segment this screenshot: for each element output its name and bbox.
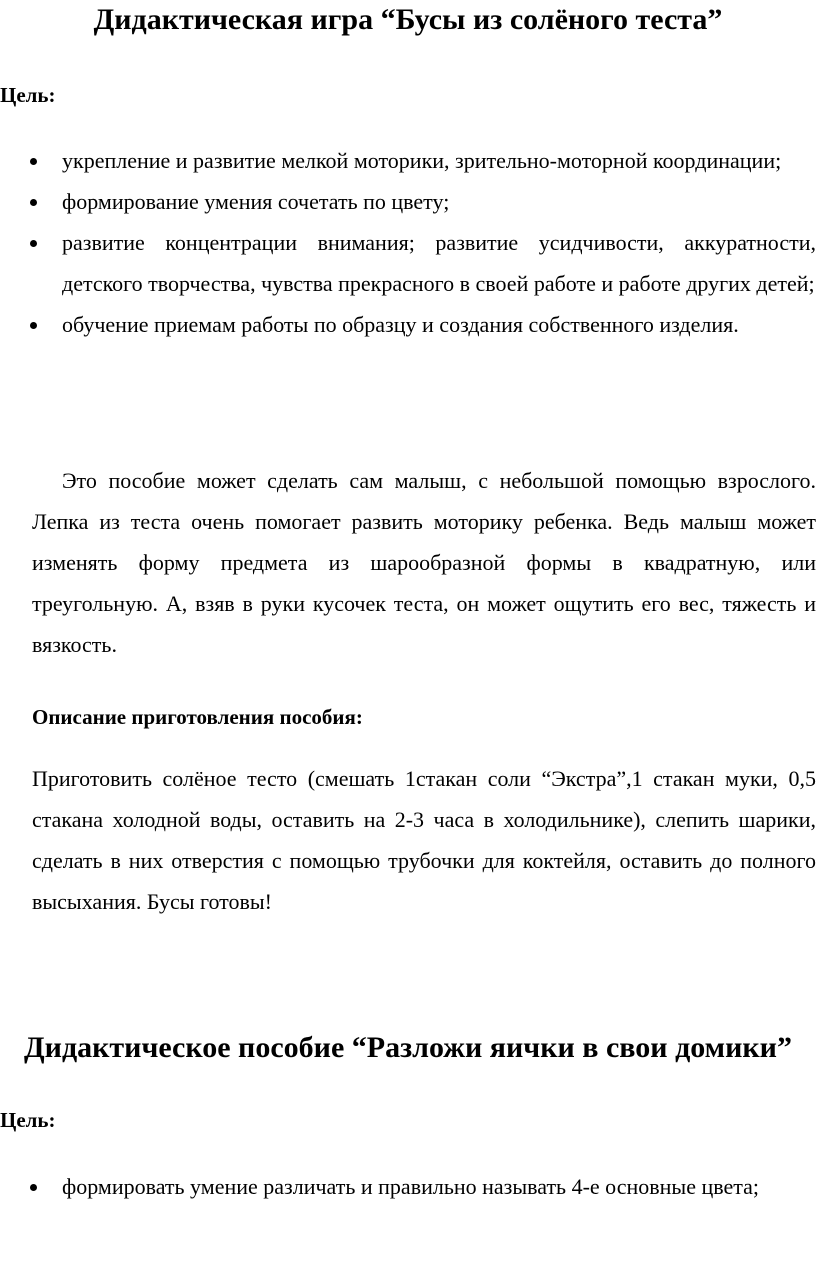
list-item-text: формировать умение различать и правильно называть 4-е основные цвета;	[62, 1174, 760, 1199]
bullet-icon	[30, 199, 37, 206]
list-item-text: развитие концентрации внимания; развитие усидчивости, аккуратности, детского творчества, чувства прекрасного в своей работе и работе других детей;	[62, 230, 816, 296]
list-item	[0, 181, 816, 222]
section2-goal-label: Цель:	[0, 1108, 56, 1132]
bullet-icon	[30, 322, 37, 329]
bullet-icon	[30, 1184, 37, 1191]
intro-paragraph: Это пособие может сделать сам малыш, с небольшой помощью взрослого. Лепка из теста очень помогает развить моторику ребенка. Ведь малыш может изменять форму предмета из шарообразной формы в квадратную, или треугольную. А, взяв в руки кусочек теста, он может ощутить его вес, тяжесть и вязкость.	[32, 468, 816, 657]
list-item-text: укрепление и развитие мелкой моторики, зрительно-моторной координации;	[62, 148, 782, 173]
section1-goal-label: Цель:	[0, 83, 56, 107]
description-heading: Описание приготовления пособия:	[32, 705, 363, 729]
bullet-icon	[30, 158, 37, 165]
list-item	[0, 1166, 816, 1207]
list-item-text: обучение приемам работы по образцу и создания собственного изделия.	[62, 312, 739, 337]
list-item	[0, 222, 816, 304]
section2-goal-list	[0, 1166, 816, 1207]
section1-goal-list	[0, 140, 816, 345]
list-item-text: формирование умения сочетать по цвету;	[62, 189, 450, 214]
list-item	[0, 304, 816, 345]
description-paragraph: Приготовить солёное тесто (смешать 1стакан соли “Экстра”,1 стакан муки, 0,5 стакана холодной воды, оставить на 2-3 часа в холодильнике), слепить шарики, сделать в них отверстия с помощью трубочки для коктейля, оставить до полного высыхания. Бусы готовы!	[32, 766, 816, 914]
section2-title: Дидактическое пособие “Разложи яички в свои домики”	[24, 1031, 792, 1064]
section1-title: Дидактическая игра “Бусы из солёного теста”	[93, 3, 723, 36]
bullet-icon	[30, 240, 37, 247]
list-item	[0, 140, 816, 181]
